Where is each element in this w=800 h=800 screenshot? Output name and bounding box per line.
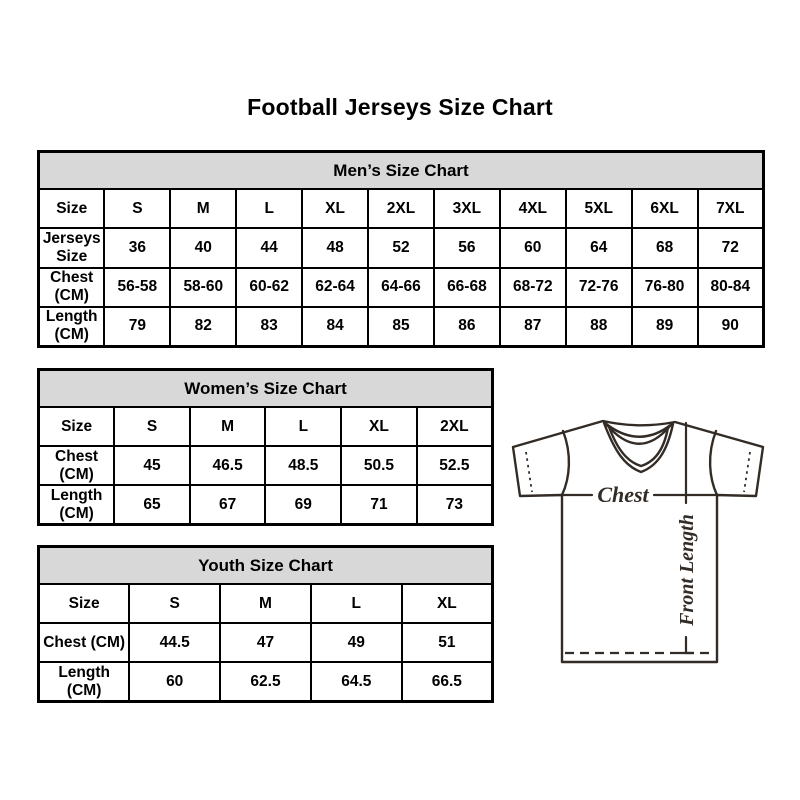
jersey-illustration bbox=[505, 400, 769, 668]
right-armhole-seam bbox=[710, 431, 717, 495]
size-value-cell: 52.5 bbox=[417, 446, 493, 485]
row-label: Chest (CM) bbox=[39, 268, 105, 307]
size-column-header: 5XL bbox=[566, 189, 632, 228]
data-row bbox=[39, 446, 493, 485]
right-cuff-stitch-line bbox=[744, 452, 750, 492]
size-column-header: 7XL bbox=[698, 189, 764, 228]
size-value-cell: 46.5 bbox=[190, 446, 266, 485]
row-label: Length (CM) bbox=[39, 662, 130, 702]
data-row bbox=[39, 485, 493, 525]
table-title-row bbox=[39, 152, 764, 190]
size-value-cell: 80-84 bbox=[698, 268, 764, 307]
size-value-cell: 44 bbox=[236, 228, 302, 267]
size-column-header: L bbox=[311, 584, 402, 623]
row-label: Jerseys Size bbox=[39, 228, 105, 267]
size-column-header: S bbox=[129, 584, 220, 623]
data-row bbox=[39, 623, 493, 662]
size-value-cell: 85 bbox=[368, 307, 434, 347]
left-armhole-seam bbox=[562, 431, 569, 495]
size-value-cell: 72-76 bbox=[566, 268, 632, 307]
size-value-cell: 66.5 bbox=[402, 662, 493, 702]
size-value-cell: 44.5 bbox=[129, 623, 220, 662]
row-label: Chest (CM) bbox=[39, 446, 115, 485]
size-value-cell: 86 bbox=[434, 307, 500, 347]
size-value-cell: 82 bbox=[170, 307, 236, 347]
size-column-header: 3XL bbox=[434, 189, 500, 228]
size-column-header: L bbox=[236, 189, 302, 228]
size-value-cell: 60 bbox=[500, 228, 566, 267]
front-length-label: Front Length bbox=[676, 514, 698, 626]
table-title-row bbox=[39, 547, 493, 585]
size-corner-header: Size bbox=[39, 407, 115, 446]
column-header-row bbox=[39, 189, 764, 228]
size-value-cell: 65 bbox=[114, 485, 190, 525]
size-column-header: L bbox=[265, 407, 341, 446]
size-value-cell: 56 bbox=[434, 228, 500, 267]
size-value-cell: 62.5 bbox=[220, 662, 311, 702]
data-row bbox=[39, 268, 764, 307]
size-value-cell: 79 bbox=[104, 307, 170, 347]
size-value-cell: 48 bbox=[302, 228, 368, 267]
jersey-measurement-diagram bbox=[505, 400, 769, 668]
size-value-cell: 68 bbox=[632, 228, 698, 267]
jersey-outline bbox=[513, 421, 763, 662]
size-value-cell: 50.5 bbox=[341, 446, 417, 485]
size-value-cell: 40 bbox=[170, 228, 236, 267]
size-value-cell: 51 bbox=[402, 623, 493, 662]
row-label: Length (CM) bbox=[39, 485, 115, 525]
size-value-cell: 62-64 bbox=[302, 268, 368, 307]
size-value-cell: 88 bbox=[566, 307, 632, 347]
size-value-cell: 45 bbox=[114, 446, 190, 485]
size-value-cell: 68-72 bbox=[500, 268, 566, 307]
youth-size-table bbox=[37, 545, 494, 703]
size-value-cell: 76-80 bbox=[632, 268, 698, 307]
size-column-header: M bbox=[220, 584, 311, 623]
size-column-header: XL bbox=[341, 407, 417, 446]
size-corner-header: Size bbox=[39, 189, 105, 228]
size-value-cell: 58-60 bbox=[170, 268, 236, 307]
size-value-cell: 67 bbox=[190, 485, 266, 525]
table-title-row bbox=[39, 370, 493, 408]
table-title: Youth Size Chart bbox=[39, 547, 493, 585]
size-value-cell: 83 bbox=[236, 307, 302, 347]
size-value-cell: 60-62 bbox=[236, 268, 302, 307]
data-row bbox=[39, 662, 493, 702]
size-value-cell: 56-58 bbox=[104, 268, 170, 307]
column-header-row bbox=[39, 407, 493, 446]
page-title: Football Jerseys Size Chart bbox=[247, 94, 553, 120]
size-value-cell: 49 bbox=[311, 623, 402, 662]
size-value-cell: 87 bbox=[500, 307, 566, 347]
size-value-cell: 64 bbox=[566, 228, 632, 267]
size-value-cell: 89 bbox=[632, 307, 698, 347]
column-header-row bbox=[39, 584, 493, 623]
size-column-header: 4XL bbox=[500, 189, 566, 228]
size-value-cell: 48.5 bbox=[265, 446, 341, 485]
size-column-header: 2XL bbox=[368, 189, 434, 228]
size-column-header: XL bbox=[402, 584, 493, 623]
size-value-cell: 52 bbox=[368, 228, 434, 267]
row-label: Chest (CM) bbox=[39, 623, 130, 662]
collar-back-arc-2 bbox=[607, 425, 670, 444]
size-value-cell: 73 bbox=[417, 485, 493, 525]
size-column-header: S bbox=[104, 189, 170, 228]
size-value-cell: 69 bbox=[265, 485, 341, 525]
size-column-header: S bbox=[114, 407, 190, 446]
row-label: Length (CM) bbox=[39, 307, 105, 347]
size-value-cell: 47 bbox=[220, 623, 311, 662]
size-corner-header: Size bbox=[39, 584, 130, 623]
size-value-cell: 66-68 bbox=[434, 268, 500, 307]
left-cuff-stitch-line bbox=[526, 452, 532, 492]
size-value-cell: 64.5 bbox=[311, 662, 402, 702]
size-value-cell: 64-66 bbox=[368, 268, 434, 307]
data-row bbox=[39, 307, 764, 347]
womens-size-table bbox=[37, 368, 494, 526]
size-value-cell: 90 bbox=[698, 307, 764, 347]
size-value-cell: 60 bbox=[129, 662, 220, 702]
table-title: Men’s Size Chart bbox=[39, 152, 764, 190]
size-value-cell: 71 bbox=[341, 485, 417, 525]
data-row bbox=[39, 228, 764, 267]
size-column-header: XL bbox=[302, 189, 368, 228]
size-column-header: M bbox=[190, 407, 266, 446]
size-value-cell: 72 bbox=[698, 228, 764, 267]
table-title: Women’s Size Chart bbox=[39, 370, 493, 408]
chest-label: Chest bbox=[597, 482, 649, 507]
mens-size-table bbox=[37, 150, 765, 348]
size-column-header: M bbox=[170, 189, 236, 228]
size-column-header: 6XL bbox=[632, 189, 698, 228]
size-value-cell: 36 bbox=[104, 228, 170, 267]
size-value-cell: 84 bbox=[302, 307, 368, 347]
size-column-header: 2XL bbox=[417, 407, 493, 446]
